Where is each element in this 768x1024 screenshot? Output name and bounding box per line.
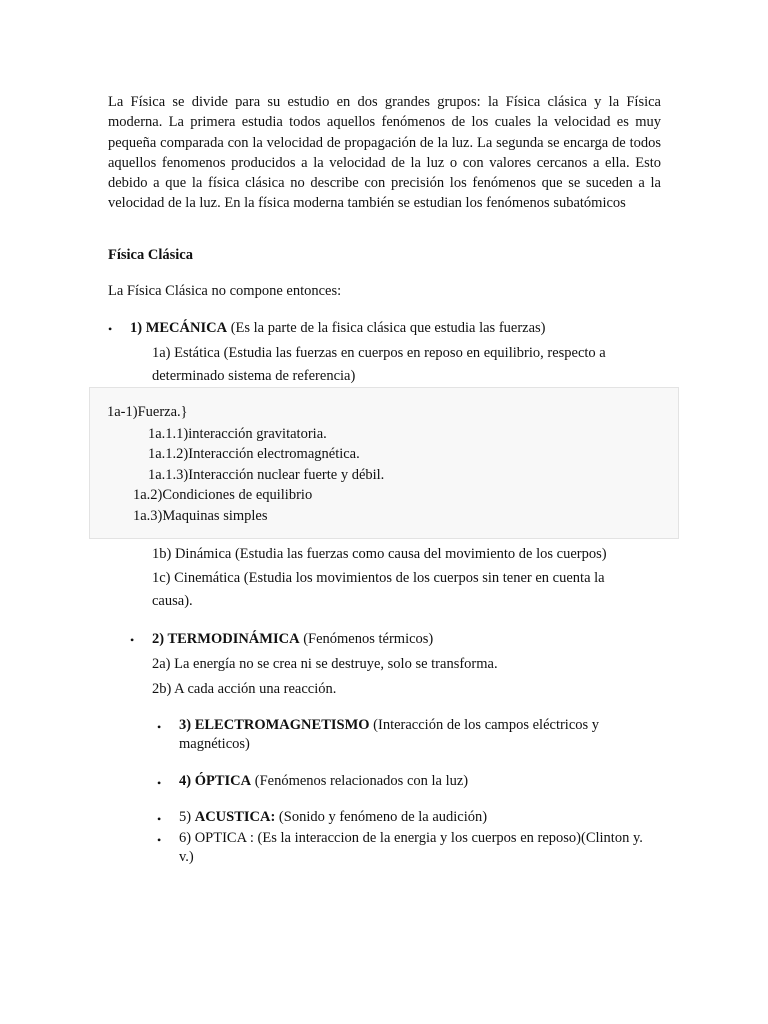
bullet-icon: •: [157, 812, 162, 826]
list-item-mecanica: [130, 320, 546, 337]
code-block: [89, 387, 679, 539]
termo-title: 2) TERMODINÁMICA: [152, 631, 300, 647]
bullet-icon: •: [108, 322, 113, 336]
estatica-text: 1a) Estática (Estudia las fuerzas en cuerpos en reposo en equilibrio, respecto a determinado sistema de referencia): [152, 345, 606, 384]
termo-desc: (Fenómenos térmicos): [299, 631, 434, 647]
list-item-termodinamica: [152, 631, 433, 648]
electro-title: 3) ELECTROMAGNETISMO: [179, 717, 370, 733]
code-line: 1a.1.3)Interacción nuclear fuerte y débil.: [148, 467, 385, 483]
code-line: 1a.3)Maquinas simples: [133, 508, 268, 524]
section-heading: Física Clásica: [108, 247, 193, 263]
bullet-icon: •: [157, 833, 162, 847]
lead-text: La Física Clásica no compone entonces:: [108, 283, 342, 299]
code-line: 1a-1)Fuerza.}: [107, 404, 188, 420]
optica-title: 4) ÓPTICA: [179, 773, 252, 789]
termo-b-text: 2b) A cada acción una reacción.: [152, 681, 337, 697]
optica-desc: (Fenómenos relacionados con la luz): [251, 773, 469, 789]
electro-desc: (Interacción de los campos eléctricos y magnéticos): [179, 717, 600, 752]
list-item-optica-2: 6) OPTICA : (Es la interaccion de la energia y los cuerpos en reposo)(Clinton y. v.): [179, 830, 643, 865]
bullet-icon: •: [157, 776, 162, 790]
acustica-title: ACUSTICA:: [194, 809, 276, 825]
bullet-icon: •: [130, 633, 135, 647]
list-item-electromagnetismo: [179, 716, 649, 754]
acustica-prefix: 5): [179, 809, 195, 825]
code-line: 1a.2)Condiciones de equilibrio: [133, 487, 313, 503]
bullet-icon: •: [157, 720, 162, 734]
list-item-optica: [179, 773, 468, 790]
termo-a-text: 2a) La energía no se crea ni se destruye, solo se transforma.: [152, 656, 498, 672]
mecanica-desc: (Es la parte de la fisica clásica que estudia las fuerzas): [227, 320, 546, 336]
list-item-acustica: [179, 809, 487, 826]
intro-paragraph: La Física se divide para su estudio en dos grandes grupos: la Física clásica y la Física moderna. La primera estudia todos aquellos fenómenos de los cuales la velocidad es muy pequeña comparada con la velocidad de propagación de la luz. La segunda se encarga de todos aquellos fenomenos producidos a la velocidad de la luz o con valores cercanos a ella. Esto debido a que la física clásica no describe con precisión los fenómenos que se suceden a la velocidad de la luz. En la física moderna también se estudian los fenómenos subatómicos: [108, 94, 661, 212]
acustica-desc: (Sonido y fenómeno de la audición): [275, 809, 488, 825]
code-line: 1a.1.1)interacción gravitatoria.: [148, 426, 327, 442]
cinematica-text: 1c) Cinemática (Estudia los movimientos de los cuerpos sin tener en cuenta la causa).: [152, 570, 605, 609]
mecanica-title: 1) MECÁNICA: [130, 320, 228, 336]
code-line: 1a.1.2)Interacción electromagnética.: [148, 446, 360, 462]
dinamica-text: 1b) Dinámica (Estudia las fuerzas como causa del movimiento de los cuerpos): [152, 546, 607, 562]
